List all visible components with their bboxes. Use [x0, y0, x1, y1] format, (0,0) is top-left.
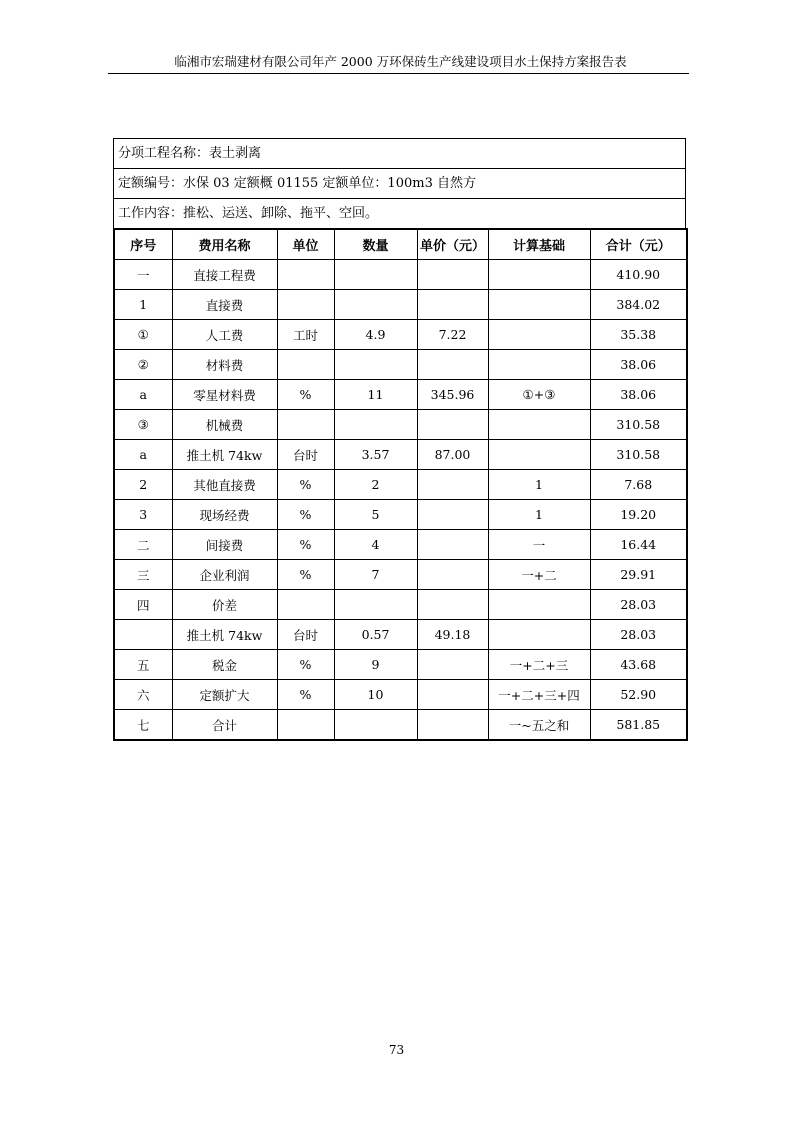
table-row	[114, 650, 687, 680]
cell-total: 310.58	[590, 410, 687, 440]
cell-price: 87.00	[417, 440, 488, 470]
cell-total: 28.03	[590, 590, 687, 620]
cell-qty	[334, 590, 417, 620]
cell-seq: 3	[114, 500, 172, 530]
cell-total: 38.06	[590, 350, 687, 380]
table-row	[114, 410, 687, 440]
cell-basis	[488, 290, 590, 320]
cell-unit	[277, 710, 334, 741]
col-header-total: 合计（元）	[590, 229, 687, 260]
cell-unit: %	[277, 680, 334, 710]
table-row	[114, 320, 687, 350]
cell-unit: %	[277, 560, 334, 590]
cell-qty: 5	[334, 500, 417, 530]
cell-seq: a	[114, 380, 172, 410]
cell-item: 直接工程费	[172, 260, 277, 290]
cell-total: 28.03	[590, 620, 687, 650]
cell-unit	[277, 260, 334, 290]
col-header-item: 费用名称	[172, 229, 277, 260]
cell-qty	[334, 410, 417, 440]
cell-basis	[488, 260, 590, 290]
cell-unit: %	[277, 530, 334, 560]
cost-table-body	[114, 260, 687, 741]
cell-qty: 11	[334, 380, 417, 410]
cell-price	[417, 470, 488, 500]
cell-price	[417, 650, 488, 680]
cell-basis: 1	[488, 470, 590, 500]
table-header-row	[114, 229, 687, 260]
cell-item: 企业利润	[172, 560, 277, 590]
table-row	[114, 530, 687, 560]
cell-unit	[277, 410, 334, 440]
cell-total: 581.85	[590, 710, 687, 741]
cell-unit: 台时	[277, 620, 334, 650]
cell-unit	[277, 590, 334, 620]
table-row	[114, 260, 687, 290]
cost-table	[113, 228, 688, 741]
cell-price	[417, 500, 488, 530]
cell-total: 35.38	[590, 320, 687, 350]
cell-total: 16.44	[590, 530, 687, 560]
cell-unit	[277, 290, 334, 320]
table-row	[114, 680, 687, 710]
cell-total: 310.58	[590, 440, 687, 470]
cell-seq: 三	[114, 560, 172, 590]
header-divider	[108, 73, 689, 74]
col-header-basis: 计算基础	[488, 229, 590, 260]
quota-code-line: 定额编号：水保 03 定额概 01155 定额单位：100m3 自然方	[114, 169, 685, 199]
cell-basis: 一+二	[488, 560, 590, 590]
cell-qty	[334, 710, 417, 741]
cell-item: 推土机 74kw	[172, 620, 277, 650]
cell-item: 价差	[172, 590, 277, 620]
cell-item: 材料费	[172, 350, 277, 380]
cell-seq	[114, 620, 172, 650]
table-row	[114, 590, 687, 620]
cell-qty	[334, 290, 417, 320]
cell-price	[417, 560, 488, 590]
cell-price	[417, 410, 488, 440]
cell-total: 29.91	[590, 560, 687, 590]
cell-price	[417, 290, 488, 320]
cell-unit: %	[277, 380, 334, 410]
cell-item: 推土机 74kw	[172, 440, 277, 470]
cell-price	[417, 710, 488, 741]
cell-price: 345.96	[417, 380, 488, 410]
col-header-unit: 单位	[277, 229, 334, 260]
cell-total: 43.68	[590, 650, 687, 680]
item-info-box	[113, 138, 686, 229]
cell-seq: 1	[114, 290, 172, 320]
cell-unit: 工时	[277, 320, 334, 350]
col-header-price: 单价（元）	[417, 229, 488, 260]
cell-price: 49.18	[417, 620, 488, 650]
cell-seq: 四	[114, 590, 172, 620]
cell-item: 定额扩大	[172, 680, 277, 710]
table-row	[114, 470, 687, 500]
cell-basis: 一+二+三	[488, 650, 590, 680]
cell-total: 7.68	[590, 470, 687, 500]
cell-seq: 五	[114, 650, 172, 680]
cell-unit: 台时	[277, 440, 334, 470]
cell-seq: 六	[114, 680, 172, 710]
cell-total: 19.20	[590, 500, 687, 530]
table-row	[114, 350, 687, 380]
table-row	[114, 620, 687, 650]
cell-seq: 二	[114, 530, 172, 560]
cell-unit	[277, 350, 334, 380]
cell-price	[417, 590, 488, 620]
cell-basis: 一~五之和	[488, 710, 590, 741]
table-row	[114, 710, 687, 741]
cell-basis	[488, 440, 590, 470]
cell-total: 410.90	[590, 260, 687, 290]
col-header-qty: 数量	[334, 229, 417, 260]
cell-basis: 一+二+三+四	[488, 680, 590, 710]
cell-qty: 4.9	[334, 320, 417, 350]
cell-price	[417, 680, 488, 710]
cell-seq: a	[114, 440, 172, 470]
cell-qty: 0.57	[334, 620, 417, 650]
cell-basis	[488, 320, 590, 350]
cell-item: 零星材料费	[172, 380, 277, 410]
cell-total: 384.02	[590, 290, 687, 320]
cell-qty: 3.57	[334, 440, 417, 470]
cell-item: 现场经费	[172, 500, 277, 530]
table-row	[114, 290, 687, 320]
cell-basis: 一	[488, 530, 590, 560]
cell-seq: 七	[114, 710, 172, 741]
cell-item: 税金	[172, 650, 277, 680]
work-content-line: 工作内容：推松、运送、卸除、拖平、空回。	[114, 199, 685, 229]
page-header-title: 临湘市宏瑞建材有限公司年产 2000 万环保砖生产线建设项目水土保持方案报告表	[174, 54, 627, 69]
cell-basis	[488, 410, 590, 440]
table-row	[114, 500, 687, 530]
cell-price	[417, 530, 488, 560]
cell-basis	[488, 620, 590, 650]
cell-seq: ①	[114, 320, 172, 350]
cell-basis: 1	[488, 500, 590, 530]
cell-unit: %	[277, 500, 334, 530]
cell-total: 38.06	[590, 380, 687, 410]
table-row	[114, 380, 687, 410]
cell-qty: 9	[334, 650, 417, 680]
cell-price	[417, 260, 488, 290]
cell-item: 人工费	[172, 320, 277, 350]
cell-total: 52.90	[590, 680, 687, 710]
cell-item: 间接费	[172, 530, 277, 560]
cell-basis	[488, 350, 590, 380]
page-number: 73	[388, 1043, 405, 1057]
cell-seq: ③	[114, 410, 172, 440]
cell-basis: ①+③	[488, 380, 590, 410]
cell-item: 其他直接费	[172, 470, 277, 500]
cell-basis	[488, 590, 590, 620]
cell-item: 直接费	[172, 290, 277, 320]
cell-item: 机械费	[172, 410, 277, 440]
cell-qty: 10	[334, 680, 417, 710]
col-header-seq: 序号	[114, 229, 172, 260]
cell-unit: %	[277, 650, 334, 680]
cell-price: 7.22	[417, 320, 488, 350]
cell-qty: 4	[334, 530, 417, 560]
cell-qty	[334, 260, 417, 290]
cell-seq: 一	[114, 260, 172, 290]
cell-seq: ②	[114, 350, 172, 380]
cell-item: 合计	[172, 710, 277, 741]
table-row	[114, 560, 687, 590]
cell-qty: 7	[334, 560, 417, 590]
cell-qty	[334, 350, 417, 380]
cell-price	[417, 350, 488, 380]
cell-qty: 2	[334, 470, 417, 500]
item-name-line: 分项工程名称：表土剥离	[114, 139, 685, 169]
table-row	[114, 440, 687, 470]
cell-unit: %	[277, 470, 334, 500]
cell-seq: 2	[114, 470, 172, 500]
